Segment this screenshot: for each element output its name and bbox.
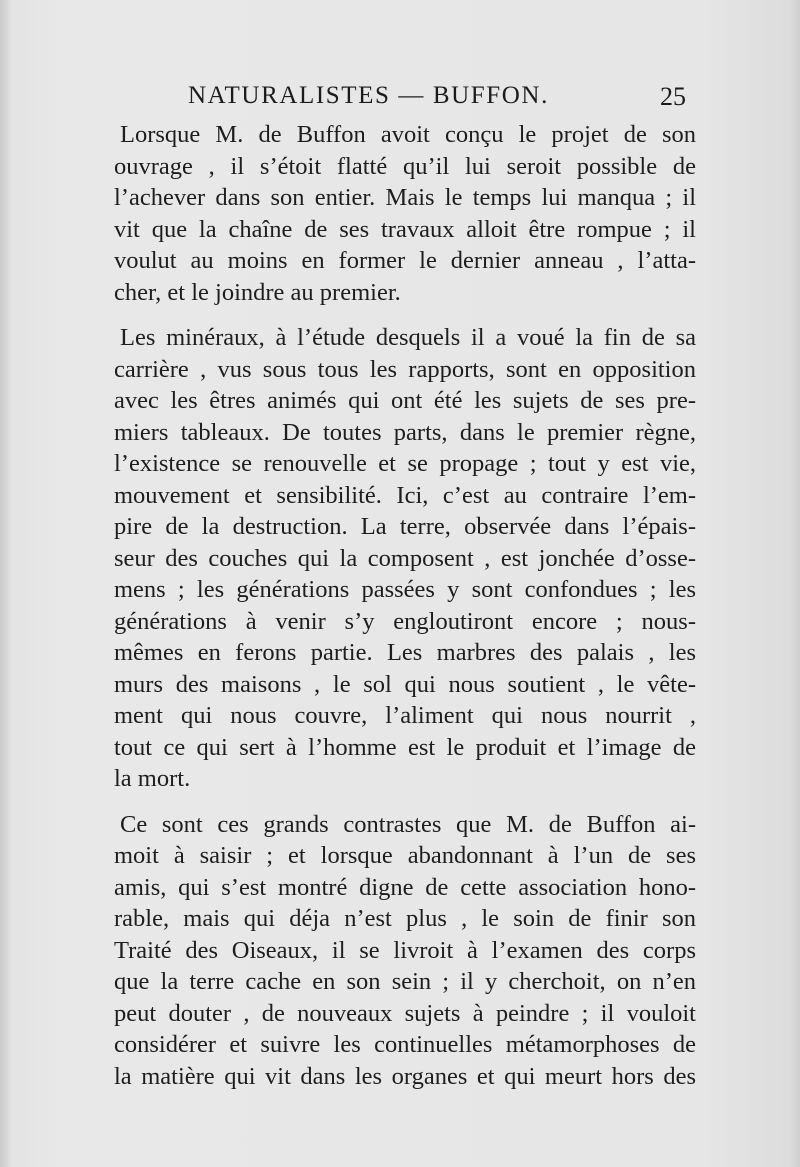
paragraph-3 — [114, 809, 696, 1093]
text-line: murs des maisons , le sol qui nous soutient , le vête- — [114, 670, 696, 698]
text-line: Lorsque M. de Buffon avoit conçu le projet de son — [120, 121, 696, 148]
text-line: mouvement et sensibilité. Ici, c’est au contraire l’em- — [114, 481, 696, 509]
text-line: vit que la chaîne de ses travaux alloit être rompue ; il — [114, 215, 696, 243]
paragraph-1 — [114, 119, 696, 308]
body-text — [114, 119, 696, 1106]
text-line: peut douter , de nouveaux sujets à peindre ; il vouloit — [114, 999, 696, 1027]
text-line: la mort. — [114, 765, 191, 792]
text-line: mens ; les générations passées y sont confondues ; les — [114, 576, 696, 603]
text-line: avec les êtres animés qui ont été les sujets de ses pre- — [114, 387, 696, 414]
text-line: cher, et le joindre au premier. — [114, 278, 401, 306]
text-line: l’achever dans son entier. Mais le temps lui manqua ; il — [114, 184, 696, 211]
text-line: pire de la destruction. La terre, observée dans l’épais- — [114, 513, 696, 540]
text-line: considérer et suivre les continuelles métamorphoses de — [114, 1031, 696, 1058]
text-line: que la terre cache en son sein ; il y cherchoit, on n’en — [114, 968, 696, 995]
text-line: Les minéraux, à l’étude desquels il a voué la fin de sa — [120, 324, 696, 351]
text-line: mêmes en ferons partie. Les marbres des palais , les — [114, 639, 696, 666]
text-line: miers tableaux. De toutes parts, dans le premier règne, — [114, 418, 696, 446]
text-line: générations à venir s’y engloutiront encore ; nous- — [114, 607, 696, 635]
text-line: la matière qui vit dans les organes et qui meurt hors des — [114, 1062, 696, 1090]
paragraph-2 — [114, 322, 696, 795]
running-head: NATURALISTES — BUFFON. — [188, 82, 549, 109]
text-line: ouvrage , il s’étoit flatté qu’il lui seroit possible de — [114, 152, 696, 180]
text-line: Ce sont ces grands contrastes que M. de Buffon ai- — [120, 810, 696, 838]
page-number: 25 — [660, 82, 686, 111]
text-line: carrière , vus sous tous les rapports, sont en opposition — [114, 355, 696, 383]
text-line: l’existence se renouvelle et se propage ; tout y est vie, — [114, 450, 696, 477]
text-line: rable, mais qui déja n’est plus , le soin de finir son — [114, 905, 696, 932]
text-line: tout ce qui sert à l’homme est le produit et l’image de — [114, 733, 696, 761]
text-line: ment qui nous couvre, l’aliment qui nous nourrit , — [114, 702, 696, 729]
page-header — [188, 82, 686, 122]
text-line: voulut au moins en former le dernier anneau , l’atta- — [114, 247, 696, 274]
text-line: Traité des Oiseaux, il se livroit à l’examen des corps — [114, 936, 696, 964]
text-line: moit à saisir ; et lorsque abandonnant à l’un de ses — [114, 842, 696, 869]
text-line: amis, qui s’est montré digne de cette association hono- — [114, 873, 696, 901]
text-line: seur des couches qui la composent , est jonchée d’osse- — [114, 544, 696, 572]
